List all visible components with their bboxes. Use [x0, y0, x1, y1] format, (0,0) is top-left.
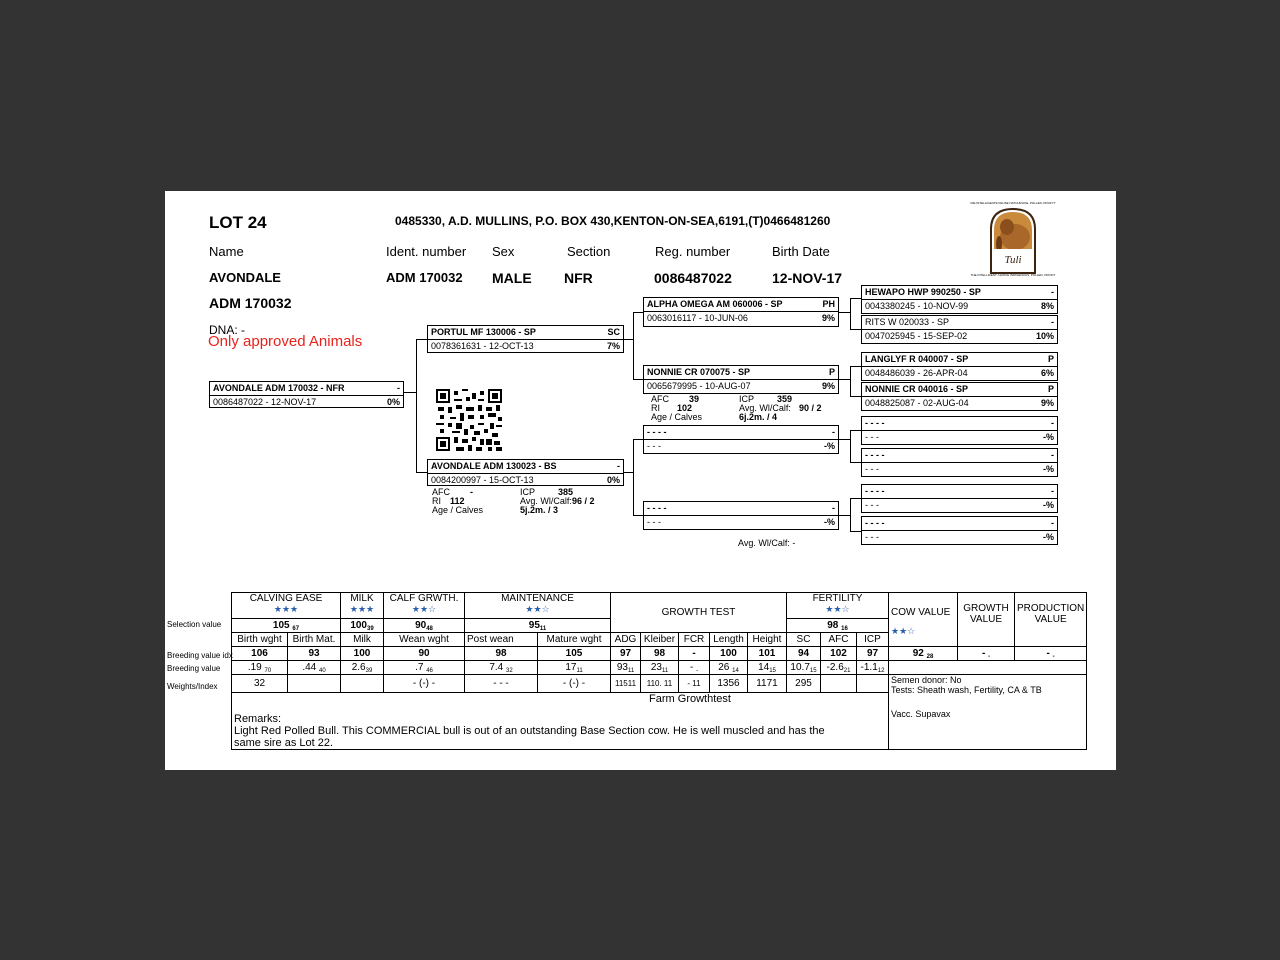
bv-cell: $17_{11}$ — [538, 661, 611, 675]
sire-dam-performance: AFC 39 ICP 359 RI 102 Avg. Wl/Calf: 90 / 2 Age / Calves 6j.2m. / 4 — [651, 394, 822, 422]
idx-cell: 102 — [821, 647, 857, 661]
weight-cell — [341, 675, 384, 693]
weight-cell: 110. 11 — [641, 675, 679, 693]
weight-cell — [288, 675, 341, 693]
hdr-birth-mat: Birth Mat. — [288, 633, 341, 647]
pedigree-sdd: NONNIE CR 040016 - SP P 0048825087 - 02-AUG-04 9% — [861, 382, 1058, 411]
bv-cell: $10.7_{15}$ — [787, 661, 821, 675]
weight-cell: 32 — [232, 675, 288, 693]
hdr-fcr: FCR — [679, 633, 710, 647]
growth-value-idx: - $_-$ — [958, 647, 1015, 661]
group-calving-ease: CALVING EASE ★★★ — [232, 593, 341, 619]
pedigree-sire-sire: ALPHA OMEGA AM 060006 - SP PH 0063016117 - 10-JUN-06 9% — [643, 297, 839, 327]
animal-ident-large: ADM 170032 — [209, 295, 292, 311]
animal-name: AVONDALE — [209, 270, 281, 285]
bv-cell: $93_{11}$ — [611, 661, 641, 675]
connector — [850, 498, 851, 531]
row-label-weights: Weights/Index — [167, 682, 218, 691]
hdr-milk: Milk — [341, 633, 384, 647]
connector — [850, 366, 851, 396]
pedigree-sire-dam: NONNIE CR 070075 - SP P 0065679995 - 10-AUG-07 9% — [643, 365, 839, 394]
row-label-bv-idx: Breeding value idx — [167, 651, 233, 660]
pedigree-dss: - - - - - - - - -% — [861, 416, 1058, 445]
sel-fert: 98 $_{16}$ — [787, 619, 889, 633]
hdr-afc: AFC — [821, 633, 857, 647]
weight-cell — [857, 675, 889, 693]
label-birth: Birth Date — [772, 244, 830, 259]
weight-cell: - - - — [465, 675, 538, 693]
idx-cell: 98 — [641, 647, 679, 661]
group-growth-value: GROWTH VALUE — [958, 593, 1015, 647]
remarks-text: Light Red Polled Bull. This COMMERCIAL bull is out of an outstanding Base Section cow. He is well muscled and has the same sire as Lot 22. — [234, 725, 825, 749]
pedigree-dam-sire: - - - - - - - - -% — [643, 425, 839, 454]
label-sex: Sex — [492, 244, 515, 259]
dam-performance: AFC - ICP 385 RI 112 Avg. Wl/Calf: 96 / 2 Age / Calves 5j.2m. / 3 — [432, 487, 595, 515]
weight-cell: - (-) - — [538, 675, 611, 693]
weight-cell: 1171 — [748, 675, 787, 693]
idx-cell: 94 — [787, 647, 821, 661]
dam-dam-avg-weight: Avg. Wl/Calf: - — [738, 538, 796, 548]
bv-cell: $-2.6_{21}$ — [821, 661, 857, 675]
connector — [633, 439, 634, 515]
idx-cell: - — [679, 647, 710, 661]
lot-number: LOT 24 — [209, 213, 267, 232]
idx-cell: 98 — [465, 647, 538, 661]
idx-cell: 90 — [384, 647, 465, 661]
evaluation-table — [231, 592, 1087, 750]
connector — [416, 339, 417, 472]
bv-cell: 7.4 $_{32}$ — [465, 661, 538, 675]
hdr-mature-wght: Mature wght — [538, 633, 611, 647]
idx-cell: 97 — [857, 647, 889, 661]
bv-cell: 26 $_{14}$ — [710, 661, 748, 675]
label-name: Name — [209, 244, 244, 259]
pedigree-dam-dam: - - - - - - - - -% — [643, 501, 839, 530]
bv-cell: $23_{11}$ — [641, 661, 679, 675]
group-maintenance: MAINTENANCE ★★☆ — [465, 593, 611, 619]
tuli-logo — [970, 199, 1056, 277]
hdr-post-wean: Post wean — [465, 633, 538, 647]
sel-calf: $90_{48}$ — [384, 619, 465, 633]
bv-cell: $-1.1_{12}$ — [857, 661, 889, 675]
pedigree-ddd: - - - - - - - - -% — [861, 516, 1058, 545]
pedigree-ssd: RITS W 020033 - SP - 0047025945 - 15-SEP-02 10% — [861, 315, 1058, 344]
group-production-value: PRODUCTION VALUE — [1015, 593, 1087, 647]
idx-cell: 100 — [341, 647, 384, 661]
bv-cell: .44 $_{40}$ — [288, 661, 341, 675]
label-section: Section — [567, 244, 611, 259]
pedigree-sds: LANGLYF R 040007 - SP P 0048486039 - 26-APR-04 6% — [861, 352, 1058, 381]
group-fertility: FERTILITY ★★☆ — [787, 593, 889, 619]
weight-cell: - 11 — [679, 675, 710, 693]
bv-empty — [889, 661, 1087, 675]
animal-ident: ADM 170032 — [386, 270, 463, 285]
qr-code-icon — [436, 389, 502, 451]
row-label-bv: Breeding value — [167, 664, 221, 673]
sel-milk: $100_{39}$ — [341, 619, 384, 633]
idx-cell: 106 — [232, 647, 288, 661]
pedigree-dds: - - - - - - - - -% — [861, 484, 1058, 513]
hdr-kleiber: Kleiber — [641, 633, 679, 647]
remarks-panel — [232, 693, 889, 750]
pedigree-dsd: - - - - - - - - -% — [861, 448, 1058, 477]
hdr-icp: ICP — [857, 633, 889, 647]
bv-cell: .19 $_{70}$ — [232, 661, 288, 675]
connector — [633, 312, 634, 379]
pedigree-dam: AVONDALE ADM 130023 - BS - 0084200997 - 15-OCT-13 0% — [427, 459, 624, 486]
animal-sex: MALE — [492, 270, 532, 286]
logo-top-text: DIE INTELLIGENTE KEUSE NATUURLIKE, POLLED, PROFYT — [970, 201, 1056, 205]
dna-status: DNA: - — [209, 323, 245, 337]
farm-growthtest: Farm Growthtest — [649, 693, 731, 705]
notes-panel — [889, 675, 1087, 750]
animal-section: NFR — [564, 270, 593, 286]
sel-maint: $95_{11}$ — [465, 619, 611, 633]
idx-cell: 97 — [611, 647, 641, 661]
pedigree-subject: AVONDALE ADM 170032 - NFR - 0086487022 - 12-NOV-17 0% — [209, 381, 404, 408]
label-reg: Reg. number — [655, 244, 731, 259]
weight-cell: 1356 — [710, 675, 748, 693]
group-calf-growth: CALF GRWTH. ★★☆ — [384, 593, 465, 619]
group-milk: MILK ★★★ — [341, 593, 384, 619]
auction-sheet — [165, 191, 1116, 770]
hdr-birth-wght: Birth wght — [232, 633, 288, 647]
idx-cell: 93 — [288, 647, 341, 661]
connector — [403, 392, 417, 393]
hdr-length: Length — [710, 633, 748, 647]
bv-cell: .7 $_{46}$ — [384, 661, 465, 675]
bv-cell: $14_{15}$ — [748, 661, 787, 675]
hdr-height: Height — [748, 633, 787, 647]
approval-notice: Only approved Animals — [208, 333, 363, 350]
hdr-wean-wght: Wean wght — [384, 633, 465, 647]
bv-cell: - $_-$ — [679, 661, 710, 675]
connector — [850, 298, 851, 329]
animal-reg: 0086487022 — [654, 270, 732, 286]
weight-cell: 295 — [787, 675, 821, 693]
tuli-bull-icon — [970, 199, 1056, 277]
animal-birth: 12-NOV-17 — [772, 270, 843, 286]
hdr-adg: ADG — [611, 633, 641, 647]
cow-value-idx: 92 $_{28}$ — [889, 647, 958, 661]
logo-word: Tuli — [1004, 254, 1022, 266]
group-growth-test: GROWTH TEST — [611, 593, 787, 633]
weight-cell — [821, 675, 857, 693]
weight-cell: 11511 — [611, 675, 641, 693]
idx-cell: 101 — [748, 647, 787, 661]
hdr-sc: SC — [787, 633, 821, 647]
connector — [850, 430, 851, 462]
tests: Tests: Sheath wash, Fertility, CA & TB — [891, 685, 1042, 695]
group-cow-value: COW VALUE ★★☆ — [889, 593, 958, 647]
owner-details: 0485330, A.D. MULLINS, P.O. BOX 430,KENTON-ON-SEA,6191,(T)0466481260 — [395, 214, 831, 228]
remarks-label: Remarks: — [234, 713, 282, 725]
row-label-selection: Selection value — [167, 620, 222, 629]
vaccination: Vacc. Supavax — [891, 709, 951, 719]
bv-cell: $2.6_{39}$ — [341, 661, 384, 675]
sel-calving: 105 $_{67}$ — [232, 619, 341, 633]
label-ident: Ident. number — [386, 244, 467, 259]
semen-donor: Semen donor: No — [891, 675, 962, 685]
idx-cell: 105 — [538, 647, 611, 661]
production-value-idx: - $_-$ — [1015, 647, 1087, 661]
weight-cell: - (-) - — [384, 675, 465, 693]
idx-cell: 100 — [710, 647, 748, 661]
pedigree-sire: PORTUL MF 130006 - SP SC 0078361631 - 12-OCT-13 7% — [427, 325, 624, 353]
logo-bottom-text: THE INTELLIGENT CHOICE INDIGENOUS, POLLED, PROFIT — [970, 273, 1056, 277]
pedigree-sss: HEWAPO HWP 990250 - SP - 0043380245 - 10-NOV-99 8% — [861, 285, 1058, 314]
